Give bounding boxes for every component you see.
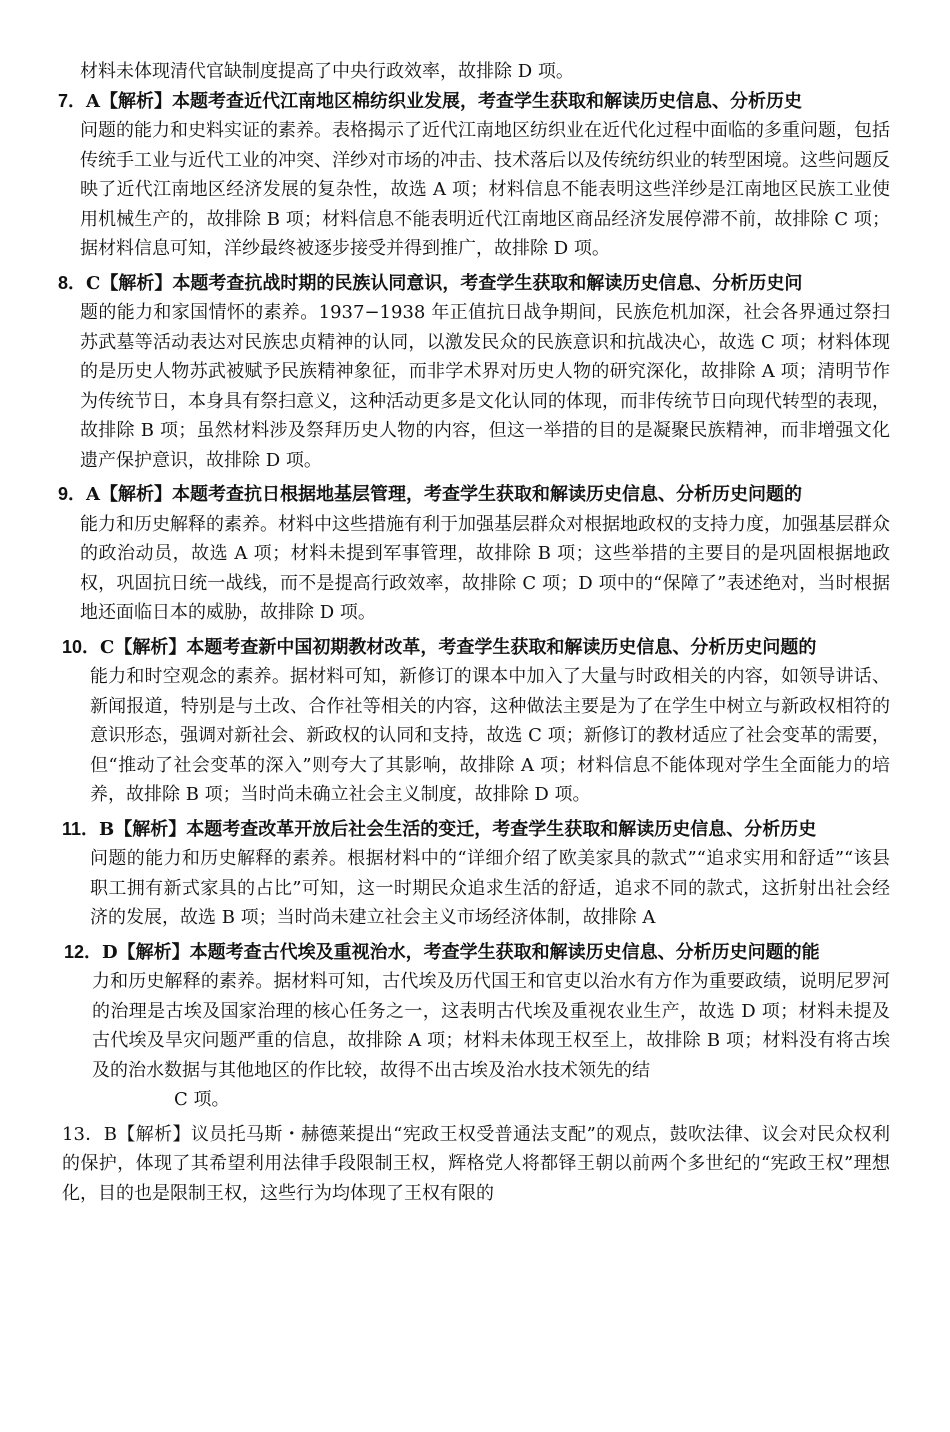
answer-item-12-lead: D【解析】本题考查古代埃及重视治水，考查学生获取和解读历史信息、分析历史问题的能	[102, 941, 820, 963]
answer-item-9-head	[58, 480, 890, 510]
answer-item-8-head	[58, 269, 890, 299]
answer-item-9-lead: A【解析】本题考查抗日根据地基层管理，考查学生获取和解读历史信息、分析历史问题的	[86, 484, 802, 505]
answer-item-12-tail	[0, 1085, 950, 1115]
answer-item-8	[0, 269, 890, 476]
answer-item-7-lead: A【解析】本题考查近代江南地区棉纺织业发展，考查学生获取和解读历史信息、分析历史	[86, 90, 802, 112]
answer-item-11-number: 11．	[62, 818, 100, 839]
answer-item-8-number: 8．	[58, 272, 87, 293]
answer-item-11	[0, 815, 890, 933]
answer-item-10	[0, 633, 890, 810]
answer-item-13-body: 议员托马斯・赫德莱提出“宪政王权受普通法支配”的观点，鼓吹法律、议会对民众权利的保护，体现了其希望利用法律手段限制王权，辉格党人将都铎王朝以前两个多世纪的“宪政王权”理想化，目的也是限制王权，这些行为均体现了王权有限的	[62, 1123, 890, 1204]
answer-item-13-block	[62, 1120, 890, 1209]
answer-item-10-lead: C【解析】本题考查新中国初期教材改革，考查学生获取和解读历史信息、分析历史问题的	[100, 636, 817, 658]
answer-item-11-head	[62, 815, 890, 845]
answer-item-7-head	[58, 87, 890, 117]
answer-item-12-body: 力和历史解释的素养。据材料可知，古代埃及历代国王和官吏以治水有方作为重要政绩，说明尼罗河的治理是古埃及国家治理的核心任务之一，这表明古代埃及重视农业生产，故选 D 项；材料未提及古代埃及旱灾问题严重的信息，故排除 A 项；材料未体现王权至上，故排除 B 项；材料没有将古埃及的治水数据与其他地区的作比较，故得不出古埃及治水技术领先的结	[92, 971, 890, 1081]
answer-item-12-tail-text: C 项。	[174, 1089, 230, 1110]
answer-item-12	[0, 938, 890, 1086]
answer-item-10-head	[62, 633, 890, 663]
answer-item-10-body: 能力和时空观念的素养。据材料可知，新修订的课本中加入了大量与时政相关的内容，如领导讲话、新闻报道，特别是与土改、合作社等相关的内容，这种做法主要是为了在学生中树立与新政权相符的意识形态，强调对新社会、新政权的认同和支持，故选 C 项；新修订的教材适应了社会变革的需要，但“推动了社会变革的深入”则夸大了其影响，故排除 A 项；材料信息不能体现对学生全面能力的培养，故排除 B 项；当时尚未确立社会主义制度，故排除 D 项。	[90, 666, 890, 805]
answer-item-10-number: 10．	[62, 636, 101, 657]
answer-item-11-lead: B【解析】本题考查改革开放后社会生活的变迁，考查学生获取和解读历史信息、分析历史	[99, 818, 817, 840]
answer-item-13-lead: B【解析】	[103, 1123, 191, 1145]
answer-item-7-body: 问题的能力和史料实证的素养。表格揭示了近代江南地区纺织业在近代化过程中面临的多重问题，包括传统手工业与近代工业的冲突、洋纱对市场的冲击、技术落后以及传统纺织业的转型困境。这些问题反映了近代江南地区经济发展的复杂性，故选 A 项；材料信息不能表明这些洋纱是江南地区民族工业使用机械生产的，故排除 B 项；材料信息不能表明近代江南地区商品经济发展停滞不前，故排除 C 项；据材料信息可知，洋纱最终被逐步接受并得到推广，故排除 D 项。	[80, 120, 890, 259]
answer-item-13-number: 13．	[62, 1123, 104, 1145]
answer-item-9-body: 能力和历史解释的素养。材料中这些措施有利于加强基层群众对根据地政权的支持力度，加强基层群众的政治动员，故选 A 项；材料未提到军事管理，故排除 B 项；这些举措的主要目的是巩固根据地政权，巩固抗日统一战线，而不是提高行政效率，故排除 C 项；D 项中的“保障了”表述绝对，当时根据地还面临日本的威胁，故排除 D 项。	[80, 513, 890, 623]
answer-item-9	[0, 480, 890, 628]
answer-item-9-number: 9．	[58, 484, 87, 504]
answer-item-7-number: 7．	[58, 90, 87, 111]
intro-line: 材料未体现清代官缺制度提高了中央行政效率，故排除 D 项。	[80, 61, 574, 82]
answer-item-8-lead: C【解析】本题考查抗战时期的民族认同意识，考查学生获取和解读历史信息、分析历史问	[86, 272, 803, 294]
answer-item-8-body: 题的能力和家国情怀的素养。1937−1938 年正值抗日战争期间，民族危机加深，社会各界通过祭扫苏武墓等活动表达对民族忠贞精神的认同，以激发民众的民族意识和抗战决心，故选 C 项；材料体现的是历史人物苏武被赋予民族精神象征，而非学术界对历史人物的研究深化，故排除 A 项；清明节作为传统节日，本身具有祭扫意义，这种活动更多是文化认同的体现，而非传统节日向现代转型的表现，故排除 B 项；虽然材料涉及祭拜历史人物的内容，但这一举措的目的是凝聚民族精神，而非增强文化遗产保护意识，故排除 D 项。	[80, 302, 890, 471]
answer-item-12-head	[64, 938, 890, 968]
answer-item-12-number: 12．	[64, 941, 103, 962]
answer-item-7	[0, 87, 890, 264]
answer-item-13	[0, 1120, 890, 1209]
answer-item-11-body: 问题的能力和历史解释的素养。根据材料中的“详细介绍了欧美家具的款式”“追求实用和舒适”“该县职工拥有新式家具的占比”可知，这一时期民众追求生活的舒适，追求不同的款式，这折射出社会经济的发展，故选 B 项；当时尚未建立社会主义市场经济体制，故排除 A	[90, 848, 890, 928]
